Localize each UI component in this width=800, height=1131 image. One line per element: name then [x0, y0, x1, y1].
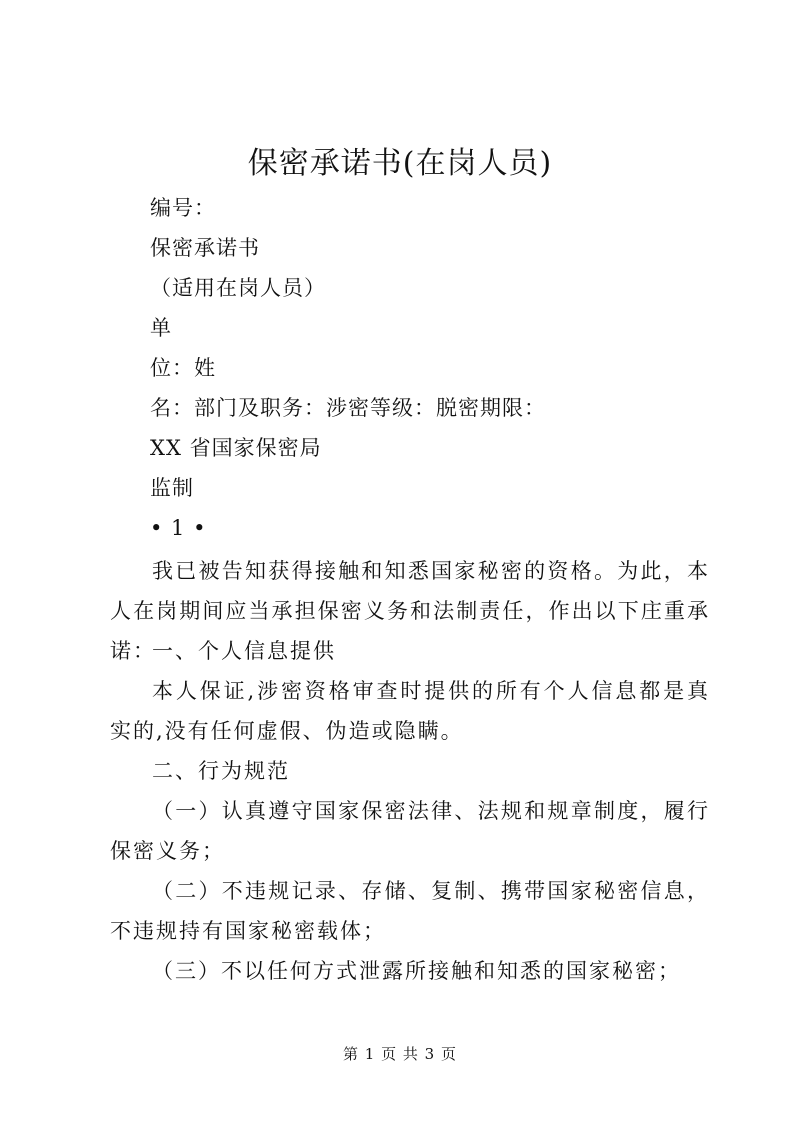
- section-heading-personal-info: 一、个人信息提供: [152, 639, 336, 663]
- issuing-authority: XX 省国家保密局: [150, 436, 322, 460]
- serial-number-label: 编号：: [150, 196, 216, 220]
- intro-paragraph: 我已被告知获得接触和知悉国家秘密的资格。为此，本人在岗期间应当承担保密义务和法制责任，作出以下庄重承诺：: [110, 559, 710, 663]
- conduct-item-3: （三）不以任何方式泄露所接触和知悉的国家秘密；: [152, 959, 681, 983]
- supervised-label: 监制: [150, 476, 194, 500]
- section-heading-conduct: 二、行为规范: [152, 759, 290, 783]
- document-title: 保密承诺书(在岗人员): [247, 146, 553, 181]
- page-footer: 第 1 页 共 3 页: [343, 1045, 457, 1063]
- applicability-note: （适用在岗人员）: [150, 276, 326, 300]
- conduct-item-2: （二）不违规记录、存储、复制、携带国家秘密信息，不违规持有国家秘密载体；: [110, 879, 710, 943]
- unit-label-part: 单: [150, 316, 172, 340]
- page-marker: • 1 •: [150, 516, 207, 540]
- unit-name-label: 位：姓: [150, 356, 216, 380]
- conduct-item-1: （一）认真遵守国家保密法律、法规和规章制度，履行保密义务；: [110, 799, 710, 863]
- personal-info-paragraph: 本人保证,涉密资格审查时提供的所有个人信息都是真实的,没有任何虚假、伪造或隐瞒。: [110, 679, 710, 743]
- subtitle: 保密承诺书: [150, 236, 260, 260]
- info-fields-label: 名：部门及职务：涉密等级：脱密期限：: [150, 396, 546, 420]
